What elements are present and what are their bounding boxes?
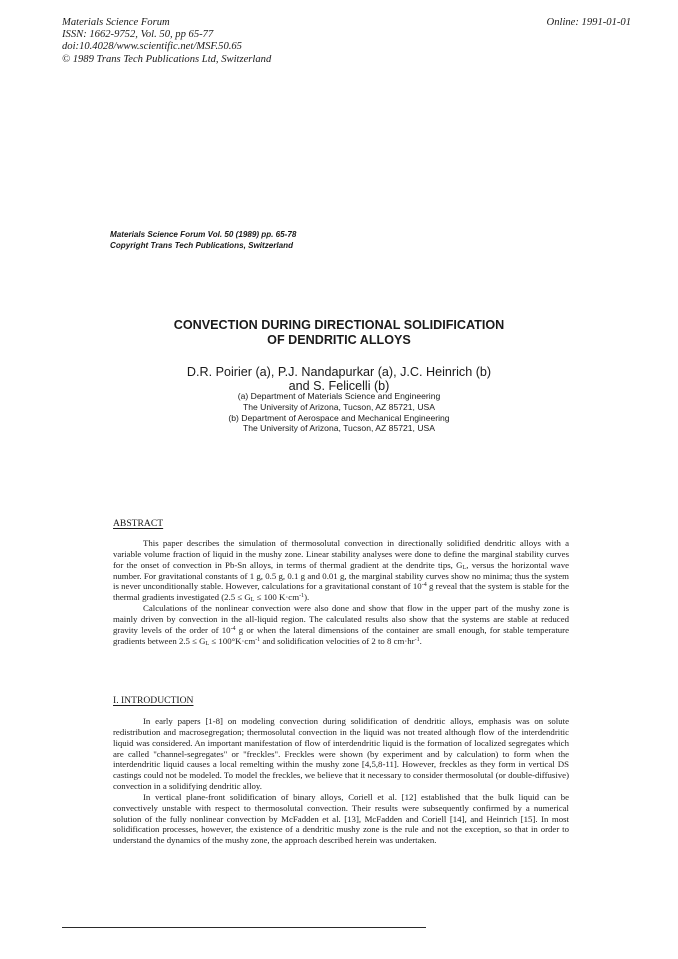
- forum-citation: Materials Science Forum Vol. 50 (1989) pp. 65-78: [110, 230, 297, 239]
- abstract-paragraph-2: Calculations of the nonlinear convection were also done and show that flow in the upper part of the mushy zone is mainly driven by convection in the all-liquid region. The calculated results also show that the systems are stable at reduced gravity levels of the order of $10^{-4}$ g or when the lateral dimensions of the container are small enough, for stable temperature gradients between $2.5 \le G_L \le 100^\circ K\cdot cm^{-1}$ and solidification velocities of 2 to 8 $cm\cdot hr^{-1}$.: [113, 603, 569, 647]
- author-line1: D.R. Poirier (a), P.J. Nandapurkar (a), J.C. Heinrich (b): [186, 365, 492, 379]
- paper-title: [0, 318, 678, 348]
- introduction-body: [113, 716, 569, 846]
- journal-copyright: © 1989 Trans Tech Publications Ltd, Switzerland: [62, 53, 272, 65]
- journal-header: [62, 17, 271, 66]
- author-line2: and S. Felicelli (b): [288, 379, 390, 393]
- introduction-paragraph-1: In early papers [1-8] on modeling convection during solidification of dendritic alloys, emphasis was on solute redistribution and macrosegregation; thermosolutal convection in the liquid was not treated although flow of the interdendritic liquid was considered. An important manifestation of flow of interdendritic liquid is the formation of localized segregates which are called "channel-segregates" or "freckles". Freckles were shown (by experiment and by calculation) to form when the interdendritic liquid causes a local remelting within the mushy zone [4,5,8-11]. However, freckles as they form in vertical DS castings could not be modeled. To model the freckles, we believe that it necessary to consider thermosolutal (or double-diffusive) convection in a solidifying dendritic alloy.: [113, 716, 569, 792]
- forum-copyright: Copyright Trans Tech Publications, Switzerland: [110, 240, 294, 250]
- affiliation-line: The University of Arizona, Tucson, AZ 85721, USA: [242, 401, 436, 412]
- journal-name: Materials Science Forum: [62, 17, 170, 28]
- introduction-paragraph-2: In vertical plane-front solidification of binary alloys, Coriell et al. [12] established that the bulk liquid can be convectively unstable with respect to thermosolutal convection. Their results were subsequently confirmed by a numerical solution of the fully nonlinear convection by McFadden et al. [13], McFadden and Coriell [14], and Heinrich [15]. In most solidification processes, however, the existence of a dendritic mushy zone is the rule and not the exception, so that in order to understand the dynamics of the mushy zone, the approach described herein was undertaken.: [113, 791, 569, 846]
- abstract-paragraph-1: This paper describes the simulation of thermosolutal convection in directionally solidified dendritic alloys with a variable volume fraction of liquid in the mushy zone. Linear stability analyses were done to define the marginal stability curves for the onset of convection in Pb-Sn alloys, in terms of thermal gradient at the dendrite tips, $G_L$, versus the horizontal wave number. For gravitational constants of 1 g, 0.5 g, 0.1 g and 0.01 g, the marginal stability curves show no minima; thus the system is never unconditionally stable. However, calculations for a gravitational constant of $10^{-4}$ g reveal that the system is stable for the thermal gradients investigated ($2.5 \le G_L \le 100$ $K\cdot cm^{-1}$).: [113, 538, 569, 604]
- forum-note: [110, 230, 296, 251]
- affiliations: [0, 391, 678, 434]
- affiliation-line: The University of Arizona, Tucson, AZ 85721, USA: [242, 423, 436, 434]
- journal-doi[interactable]: doi:10.4028/www.scientific.net/MSF.50.65: [62, 41, 242, 53]
- abstract-body: [113, 538, 569, 646]
- online-date: Online: 1991-01-01: [546, 17, 631, 28]
- introduction-heading: I. INTRODUCTION: [113, 695, 194, 706]
- affiliation-line: (b) Department of Aerospace and Mechanical Engineering: [228, 412, 450, 423]
- journal-issn: ISSN: 1662-9752, Vol. 50, pp 65-77: [62, 29, 214, 41]
- paper-title-line1: CONVECTION DURING DIRECTIONAL SOLIDIFICATION: [173, 318, 505, 332]
- author-list: [0, 365, 678, 393]
- footer-rule: [62, 927, 426, 928]
- paper-title-line2: OF DENDRITIC ALLOYS: [267, 333, 411, 347]
- abstract-heading: ABSTRACT: [113, 518, 164, 529]
- affiliation-line: (a) Department of Materials Science and Engineering: [237, 391, 441, 401]
